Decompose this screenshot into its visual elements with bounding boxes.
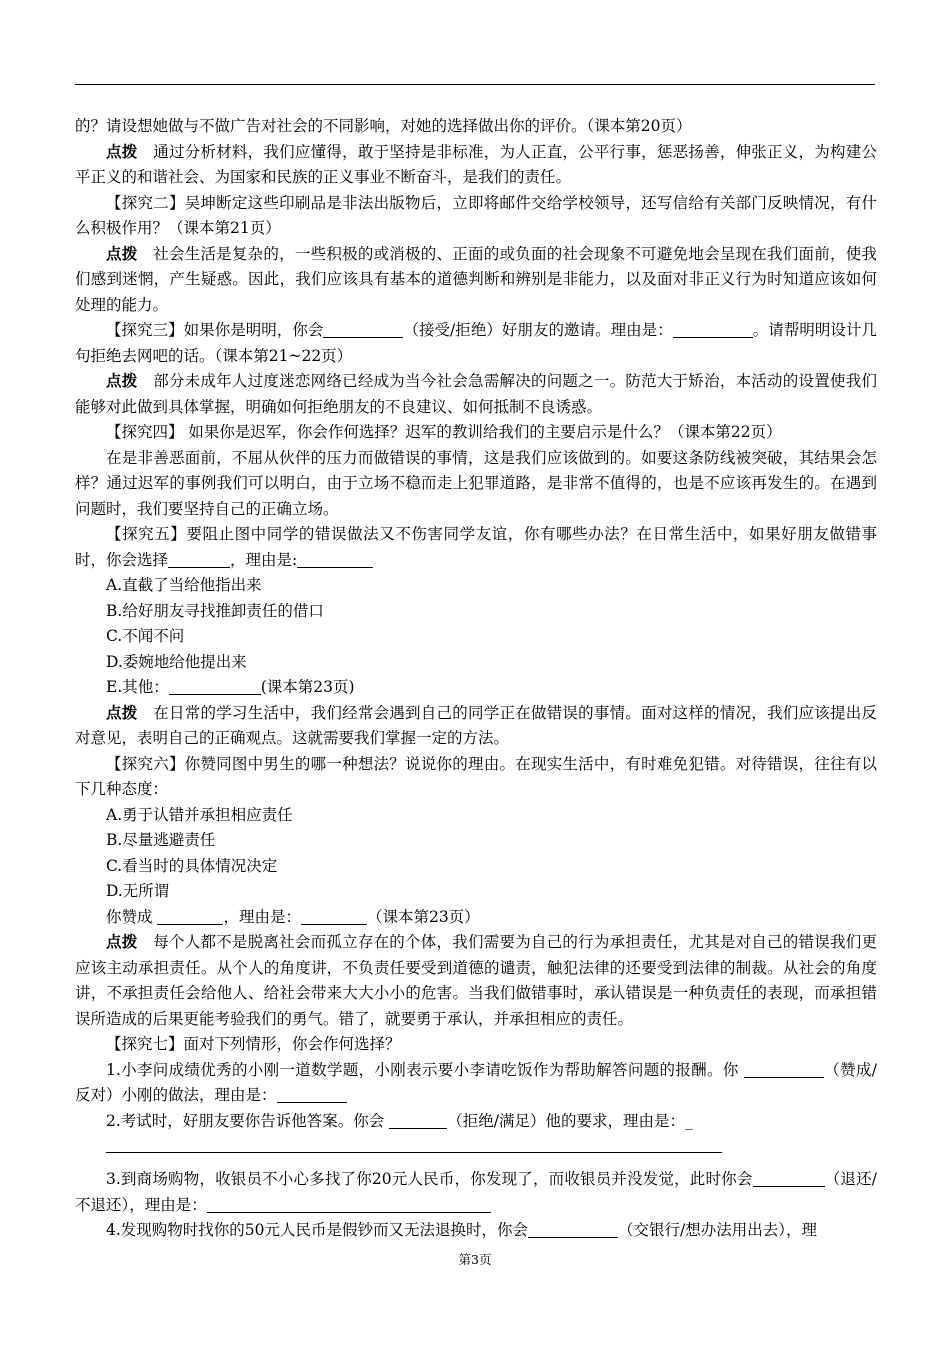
option-item xyxy=(75,879,877,905)
option-item xyxy=(75,573,877,599)
paragraph-text: （退还/不退还），理由是： xyxy=(75,1170,877,1214)
paragraph-text: 3.到商场购物，收银员不小心多找了你20元人民币，你发现了，而收银员并没发觉，此时你会 xyxy=(106,1170,753,1188)
hint-label: 点拨 xyxy=(106,933,138,951)
paragraph-text: ，理由是: xyxy=(230,550,298,569)
paragraph-text: 【探究二】吴坤断定这些印刷品是非法出版物后，立即将邮件交给学校领导，还写信给有关部门反映情况，有什么积极作用？（课本第21页） xyxy=(75,193,877,237)
answer-blank[interactable] xyxy=(277,1084,347,1103)
paragraph-text: C.不闻不问 xyxy=(106,627,185,645)
paragraph-text: A.直截了当给他指出来 xyxy=(106,576,262,594)
answer-blank[interactable] xyxy=(753,1168,825,1187)
paragraph-text: E.其他： xyxy=(106,678,169,696)
paragraph xyxy=(75,420,877,446)
hint-paragraph xyxy=(75,242,877,319)
paragraph-text: C.看当时的具体情况决定 xyxy=(106,856,278,875)
paragraph xyxy=(75,1167,877,1218)
option-item xyxy=(75,828,877,854)
answer-line xyxy=(106,1152,722,1153)
answer-blank[interactable] xyxy=(673,319,753,338)
paragraph-text: D.无所谓 xyxy=(106,882,170,900)
answer-blank[interactable] xyxy=(323,319,403,338)
option-item xyxy=(75,803,877,829)
option-item xyxy=(75,675,877,701)
paragraph-text: D.委婉地给他提出来 xyxy=(106,652,247,671)
hint-label: 点拨 xyxy=(106,244,138,263)
paragraph-text: （交银行/想办法用出去），理 xyxy=(618,1221,817,1239)
paragraph-text: 社会生活是复杂的，一些积极的或消极的、正面的或负面的社会现象不可避免地会呈现在我们面前，使我们感到迷惘，产生疑惑。因此，我们应该具有基本的道德判断和辨别是非能力，以及面对非正义行为时知道应该如何处理的能力。 xyxy=(75,244,877,314)
paragraph xyxy=(75,318,877,369)
answer-blank[interactable] xyxy=(744,1059,824,1078)
option-item xyxy=(75,624,877,650)
answer-blank[interactable] xyxy=(207,1194,491,1213)
paragraph-text: 你赞成 xyxy=(106,907,158,926)
paragraph-text: 的？请设想她做与不做广告对社会的不同影响，对她的选择做出你的评价。（课本第20页） xyxy=(75,117,692,135)
hint-paragraph xyxy=(75,140,877,191)
paragraph-text: 【探究四】 如果你是迟军，你会作何选择？迟军的教训给我们的主要启示是什么？（课本第22页） xyxy=(106,423,782,441)
hint-label: 点拨 xyxy=(106,142,138,161)
hint-paragraph xyxy=(75,930,877,1032)
answer-blank[interactable] xyxy=(297,549,373,568)
paragraph-text: （赞成/反对）小刚的做法，理由是： xyxy=(75,1060,877,1104)
option-item xyxy=(75,854,877,880)
paragraph xyxy=(75,905,877,931)
answer-blank[interactable] xyxy=(389,1110,447,1129)
paragraph-text: （课本第23页） xyxy=(366,907,480,926)
paragraph-text: 部分未成年人过度迷恋网络已经成为当今社会急需解决的问题之一。防范大于矫治，本活动的设置使我们能够对此做到具体掌握，明确如何拒绝朋友的不良建议、如何抵制不良诱惑。 xyxy=(75,372,877,416)
paragraph-text: 【探究三】如果你是明明，你会 xyxy=(106,321,324,339)
document-body xyxy=(75,114,877,1244)
paragraph-text: 2.考试时，好朋友要你告诉他答案。你会 xyxy=(106,1111,390,1130)
answer-blank[interactable] xyxy=(528,1219,618,1238)
hint-paragraph xyxy=(75,701,877,752)
paragraph xyxy=(75,191,877,242)
hint-label: 点拨 xyxy=(106,372,138,390)
hint-paragraph xyxy=(75,369,877,420)
paragraph-text: 在是非善恶面前，不屈从伙伴的压力而做错误的事情，这是我们应该做到的。如要这条防线被突破，其结果会怎样？通过迟军的事例我们可以明白，由于立场不稳而走上犯罪道路，是非常不值得的，也是不应该再发生的。在遇到问题时，我们要坚持自己的正确立场。 xyxy=(75,448,877,518)
paragraph-text: A.勇于认错并承担相应责任 xyxy=(106,805,293,824)
paragraph-text: 【探究七】面对下列情形，你会作何选择？ xyxy=(106,1035,401,1053)
paragraph-text: (课本第23页) xyxy=(260,678,355,696)
option-item xyxy=(75,599,877,625)
page-number: 第3页 xyxy=(458,1252,492,1267)
paragraph-text: （拒绝/满足）他的要求，理由是：_ xyxy=(447,1111,693,1130)
paragraph-text: 【探究五】要阻止图中同学的错误做法又不伤害同学友谊，你有哪些办法？在日常生活中，如果好朋友做错事时，你会选择 xyxy=(75,525,877,569)
paragraph-text: B.给好朋友寻找推卸责任的借口 xyxy=(106,601,324,620)
paragraph xyxy=(75,1218,877,1244)
hint-label: 点拨 xyxy=(106,703,138,722)
paragraph-text: 4.发现购物时找你的50元人民币是假钞而又无法退换时，你会 xyxy=(106,1221,529,1239)
paragraph xyxy=(75,1032,877,1058)
paragraph xyxy=(75,1109,877,1135)
answer-blank[interactable] xyxy=(301,906,367,925)
answer-blank[interactable] xyxy=(157,906,223,925)
paragraph xyxy=(75,522,877,573)
paragraph-text: 。请帮明明设计几句拒绝去网吧的话。（课本第21~22页） xyxy=(75,321,877,365)
paragraph-text: 在日常的学习生活中，我们经常会遇到自己的同学正在做错误的事情。面对这样的情况，我们应该提出反对意见，表明自己的正确观点。这就需要我们掌握一定的方法。 xyxy=(75,703,877,747)
paragraph xyxy=(75,114,877,140)
paragraph-text: 【探究六】你赞同图中男生的哪一种想法？说说你的理由。在现实生活中，有时难免犯错。对待错误，往往有以下几种态度： xyxy=(75,754,877,798)
paragraph-text: ，理由是： xyxy=(223,907,301,926)
paragraph-text: B.尽量逃避责任 xyxy=(106,831,216,849)
header-rule xyxy=(75,84,875,85)
answer-blank[interactable] xyxy=(169,676,261,695)
paragraph xyxy=(75,446,877,523)
paragraph-text: （接受/拒绝）好朋友的邀请。理由是： xyxy=(403,321,673,339)
paragraph xyxy=(75,1058,877,1109)
paragraph xyxy=(75,752,877,803)
option-item xyxy=(75,650,877,676)
answer-blank[interactable] xyxy=(168,549,230,568)
paragraph-text: 1.小李问成绩优秀的小刚一道数学题，小刚表示要小李请吃饭作为帮助解答问题的报酬。你 xyxy=(106,1060,744,1079)
paragraph-text: 每个人都不是脱离社会而孤立存在的个体，我们需要为自己的行为承担责任，尤其是对自己的错误我们更应该主动承担责任。从个人的角度讲，不负责任要受到道德的谴责，触犯法律的还要受到法律的制裁。从社会的角度讲，不承担责任会给他人、给社会带来大大小小的危害。当我们做错事时，承认错误是一种负责任的表现，而承担错误所造成的后果更能考验我们的勇气。错了，就要勇于承认，并承担相应的责任。 xyxy=(75,933,877,1028)
paragraph-text: 通过分析材料，我们应懂得，敢于坚持是非标准，为人正直，公平行事，惩恶扬善，伸张正义，为构建公平正义的和谐社会、为国家和民族的正义事业不断奋斗，是我们的责任。 xyxy=(75,142,877,186)
